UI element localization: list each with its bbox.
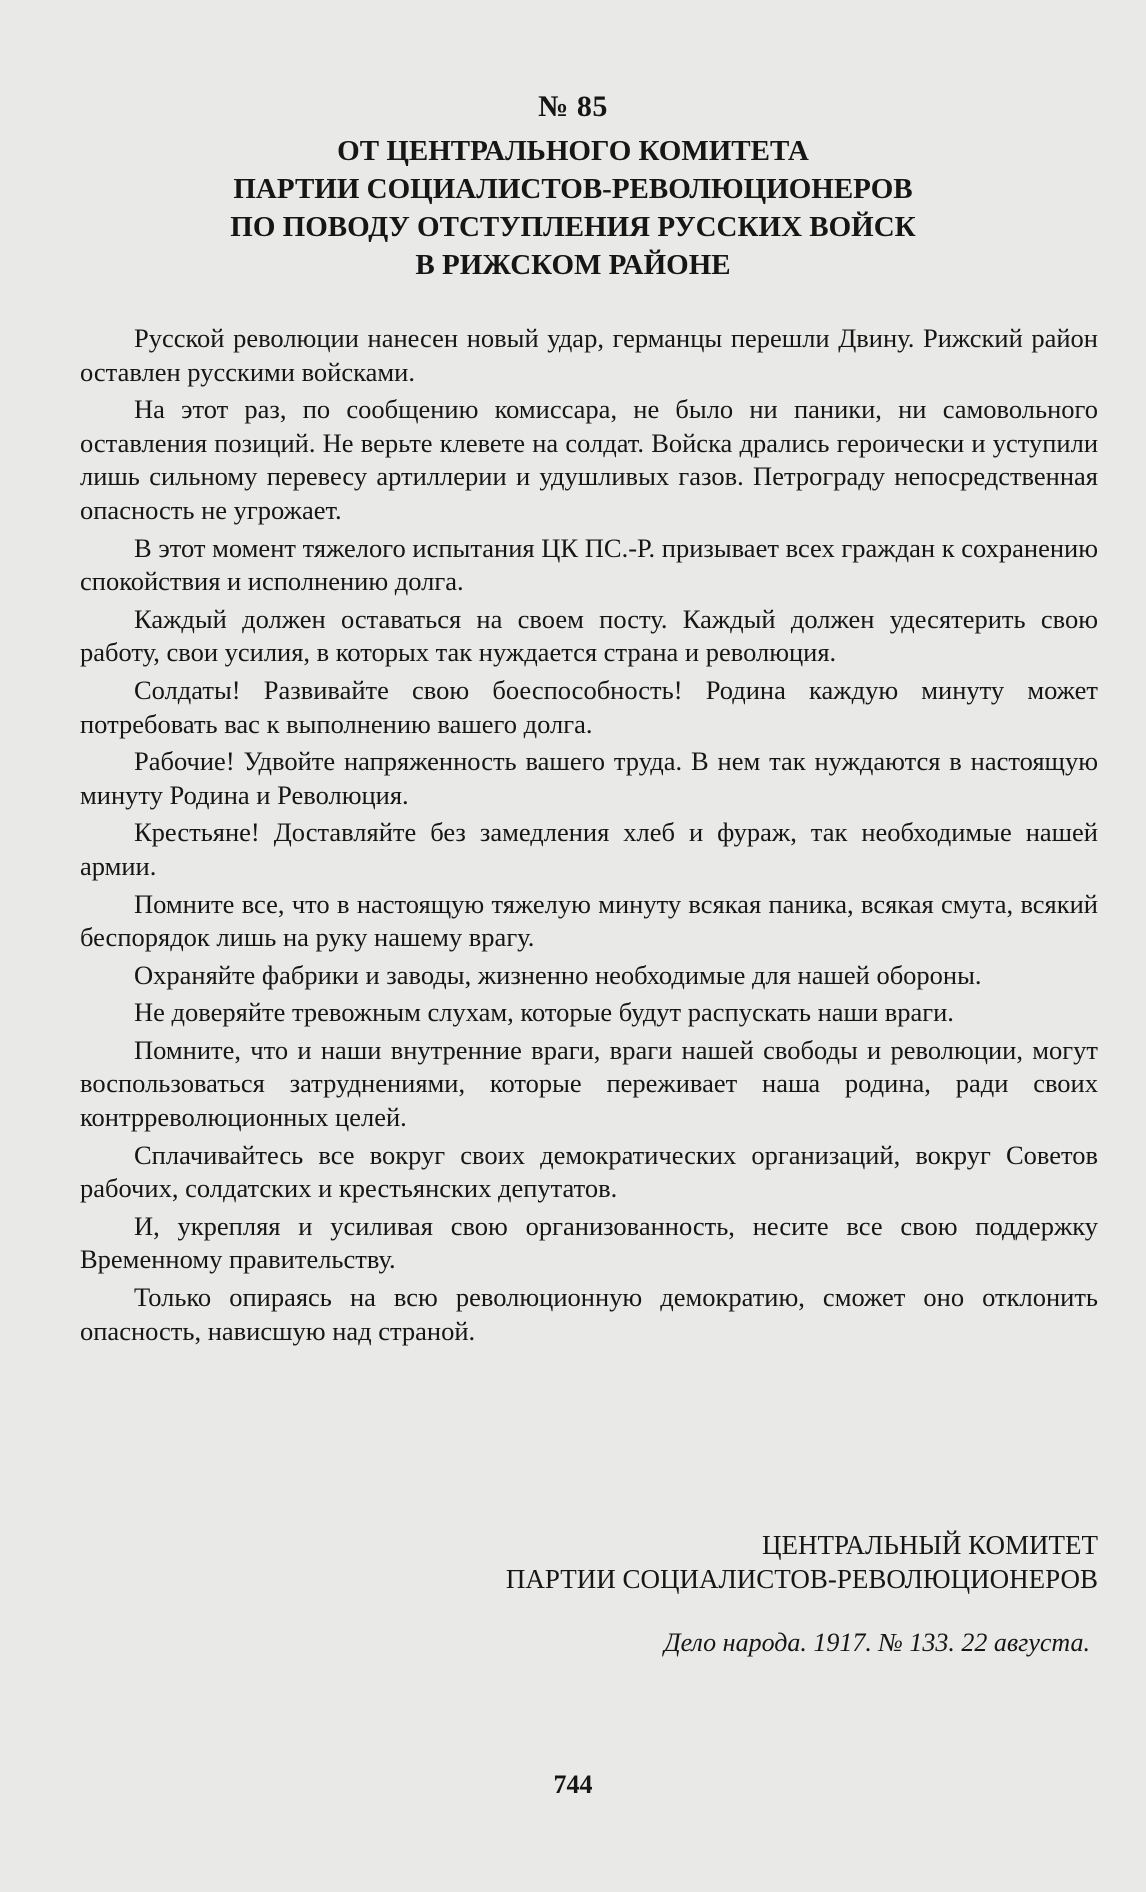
document-number: № 85 <box>538 90 608 123</box>
body-paragraph: И, укрепляя и усиливая свою организованность, несите все свою поддержку Временному правительству. <box>80 1210 1098 1275</box>
body-paragraph: Только опираясь на всю революционную демократию, сможет оно отклонить опасность, нависшую над страной. <box>80 1282 1098 1346</box>
signature <box>506 1528 1098 1596</box>
body-paragraph: Рабочие! Удвойте напряженность вашего труда. В нем так нуждаются в настоящую минуту Родина и Революция. <box>80 746 1098 810</box>
body-paragraph: На этот раз, по сообщению комиссара, не было ни паники, ни самовольного оставления позиций. Не верьте клевете на солдат. Войска дрались героически и уступили лишь сильному перевесу артиллерии и удушливых газов. Петрограду непосредственная опасность не угрожает. <box>80 394 1098 525</box>
body-paragraph: Не доверяйте тревожным слухам, которые будут распускать наши враги. <box>134 997 954 1028</box>
source-citation: Дело народа. 1917. № 133. 22 августа. <box>664 1628 1090 1657</box>
body-paragraph: Солдаты! Развивайте свою боеспособность! Родина каждую минуту может потребовать вас к выполнению вашего долга. <box>80 674 1098 739</box>
title-line: ПАРТИИ СОЦИАЛИСТОВ-РЕВОЛЮЦИОНЕРОВ <box>233 173 913 205</box>
signature-line: ЦЕНТРАЛЬНЫЙ КОМИТЕТ <box>762 1530 1098 1560</box>
body-paragraph: Крестьяне! Доставляйте без замедления хлеб и фураж, так необходимые нашей армии. <box>80 817 1098 881</box>
title-line: ПО ПОВОДУ ОТСТУПЛЕНИЯ РУССКИХ ВОЙСК <box>230 211 916 243</box>
body-paragraph: Охраняйте фабрики и заводы, жизненно необходимые для нашей обороны. <box>134 959 982 990</box>
body-paragraph: Каждый должен оставаться на своем посту. Каждый должен удесятерить свою работу, свои усилия, в которых так нуждается страна и революция. <box>80 603 1098 668</box>
body-paragraph: Помните все, что в настоящую тяжелую минуту всякая паника, всякая смута, всякий беспорядок лишь на руку нашему врагу. <box>80 888 1098 953</box>
body-paragraph: Русской революции нанесен новый удар, германцы перешли Двину. Рижский район оставлен русскими войсками. <box>80 323 1098 387</box>
signature-line: ПАРТИИ СОЦИАЛИСТОВ-РЕВОЛЮЦИОНЕРОВ <box>505 1564 1098 1594</box>
document-body <box>80 322 1098 1352</box>
title-line: В РИЖСКОМ РАЙОНЕ <box>415 249 731 281</box>
title-line: ОТ ЦЕНТРАЛЬНОГО КОМИТЕТА <box>337 135 809 167</box>
body-paragraph: В этот момент тяжелого испытания ЦК ПС.-Р. призывает всех граждан к сохранению спокойствия и исполнению долга. <box>80 532 1098 597</box>
body-paragraph: Сплачивайтесь все вокруг своих демократических организаций, вокруг Советов рабочих, солдатских и крестьянских депутатов. <box>80 1139 1098 1204</box>
page-number: 744 <box>553 1770 593 1799</box>
document-title <box>80 132 1066 284</box>
body-paragraph: Помните, что и наши внутренние враги, враги нашей свободы и революции, могут воспользоваться затруднениями, которые переживает наша родина, ради своих контрреволюционных целей. <box>80 1034 1098 1133</box>
